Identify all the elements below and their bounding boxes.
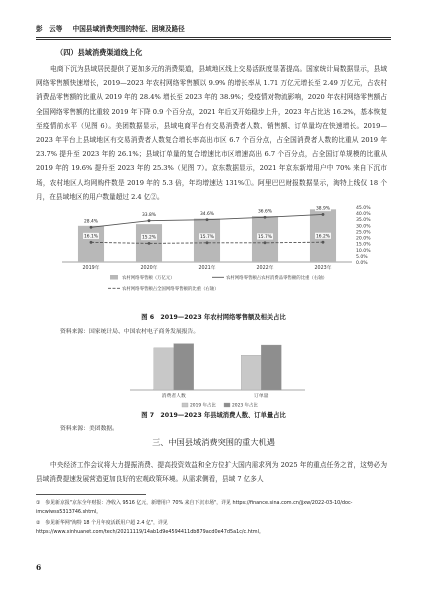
right-axis-tick-label: 15.0% xyxy=(356,242,371,248)
x-tick-label: 2022年 xyxy=(256,266,274,271)
figure-7-x-tick-label: 消费者人数 xyxy=(161,394,186,399)
figure-7-x-tick-label: 订单量 xyxy=(254,394,269,399)
retail-sales-bar xyxy=(78,226,104,262)
national-share-point xyxy=(206,241,209,244)
right-axis-tick-label: 20.0% xyxy=(356,236,371,242)
figure-7-caption: 图 7 2019—2023 年县域消费人数、订单量占比 xyxy=(141,412,286,419)
legend-2023-swatch xyxy=(224,403,230,407)
legend-2019-label: 2019 年占比 xyxy=(190,403,216,409)
legend-bar-swatch xyxy=(110,275,118,280)
rural-share-data-label: 28.4% xyxy=(84,219,98,225)
figure-7-source: 资料来源：美团数据。 xyxy=(60,426,118,432)
right-axis-tick-label: 0.0% xyxy=(356,261,368,266)
footnote-2: ② 参见新华网"淘特 18 个月年度活跃用户超 2.4 亿"，详见 https://www.xinhuanet.com/tech/20211119/14ab1d9e4594411db879acd0e47d5a1c/c.html。 xyxy=(36,520,264,535)
bar-2023 xyxy=(174,344,194,390)
right-axis-tick-label: 5.0% xyxy=(356,254,368,260)
national-share-point xyxy=(322,241,325,244)
rural-share-data-label: 36.6% xyxy=(258,209,272,215)
x-tick-label: 2019年 xyxy=(82,266,100,271)
retail-sales-bar xyxy=(194,219,220,262)
right-axis-tick-label: 30.0% xyxy=(356,224,371,230)
header-rule-thin xyxy=(36,39,391,40)
national-share-point xyxy=(90,241,93,244)
right-axis-tick-label: 45.0% xyxy=(356,206,371,211)
legend-2019-swatch xyxy=(182,403,188,407)
figure-7-content xyxy=(130,344,305,409)
national-share-point xyxy=(264,241,267,244)
bar-2019 xyxy=(154,348,174,390)
rural-share-data-label: 33.8% xyxy=(142,212,156,218)
rural-share-point xyxy=(90,226,93,229)
rural-share-point xyxy=(264,216,267,219)
section-title: （四）县域消费渠道线上化 xyxy=(56,48,143,57)
rural-share-point xyxy=(148,219,151,222)
rural-share-data-label: 38.9% xyxy=(316,206,330,212)
x-tick-label: 2021年 xyxy=(198,266,216,271)
bar-2023 xyxy=(261,345,281,390)
section-heading: 三、中国县域消费突围的重大机遇 xyxy=(152,437,275,447)
national-share-point xyxy=(148,242,151,245)
national-share-data-label: 16.1% xyxy=(84,234,98,240)
right-axis-tick-label: 40.0% xyxy=(356,212,371,218)
national-share-data-label: 15.2% xyxy=(142,235,156,241)
header-author: 彭 云等 xyxy=(36,25,63,33)
rural-share-data-label: 34.6% xyxy=(200,211,214,217)
rural-share-point xyxy=(206,218,209,221)
figure-7-chart xyxy=(120,340,315,413)
legend-label: 农村网络零售额（万亿元） xyxy=(122,276,175,281)
national-share-data-label: 16.2% xyxy=(316,234,330,240)
footnote-1: ① 参见新京报"京东全年财报：净收入 9516 亿元，新增用户 70% 来自下沉市场"，详见 https://finance.sina.com.cn/jjxw/2022-03-10/doc-imcwiwss5313746.shtml。 xyxy=(36,500,353,515)
legend-label: 农村网络零售额占农村消费品零售额的比重（右轴） xyxy=(226,276,327,281)
x-tick-label: 2023年 xyxy=(314,266,332,271)
right-axis-tick-label: 35.0% xyxy=(356,218,371,224)
page-number: 6 xyxy=(36,563,42,572)
right-axis-tick-label: 25.0% xyxy=(356,230,371,236)
national-share-data-label: 15.7% xyxy=(200,235,214,241)
national-share-data-label: 15.7% xyxy=(258,235,272,241)
figure-6-chart xyxy=(52,204,392,309)
figure-6-caption: 图 6 2019—2023 年农村网络零售额及相关占比 xyxy=(141,314,286,321)
legend-2023-label: 2023 年占比 xyxy=(232,403,258,409)
body-paragraph-2: 中央经济工作会议将大力提振消费、提高投资效益和全方位扩大国内需求列为 2025 年的重点任务之首，这势必为县域消费提速发展营造更加良好的宏观政策环境。从需求侧看，县域 7 亿多人 xyxy=(36,461,387,484)
right-axis-tick-label: 10.0% xyxy=(356,248,371,254)
header-title: 中国县域消费突围的特征、困境及路径 xyxy=(72,25,185,33)
rural-share-point xyxy=(322,213,325,216)
figure-6-legend xyxy=(108,274,327,292)
footnote-rule xyxy=(36,494,146,495)
legend-label: 农村网络零售额占全国网络零售额的比重（右轴） xyxy=(122,287,219,292)
bar-2019 xyxy=(241,355,261,390)
running-header xyxy=(36,23,391,33)
figure-6-source: 资料来源：国家统计局、中国农村电子商务发展报告。 xyxy=(60,329,200,335)
body-paragraph-1: 电商下沉为县域居民提供了更加多元的消费渠道，县域地区线上交易活跃度显著提高。国家统计局数据显示，县域网络零售额快速增长，2019—2023 年农村网络零售额以 9.9% 的增长率从 1.71 万亿元增长至 2.49 万亿元，占农村消费品零售额的比重从 2019 年的 28.4% 增长至 2023 年的 38.9%；受疫情对物流影响，2020 年农村网络零售额占全国网络零售额的比重较 2019 年下降 0.9 个百分点，2021 年后又开始稳步上升，2023 年占比达 16.2%，基本恢复至疫情前水平（见图 6）。美团数据显示，县域电商平台有交易消费者人数、销售额、订单量均在快速增长。2019—2023 年平台上县域地区有交易消费者人数复合增长率高出市区 6.7 个百分点，占全国消费者人数的比重从 2019 年 23.7% 提升至 2023 年的 26.1%；县域订单量的复合增速比市区增速高出 6.7 个百分点，占全国订单规模的比重从 2019 年的 19.6% 提升至 2023 年的 25.3%（见图 7）。京东数据显示，2021 年京东新增用户中 70% 来自下沉市场，农村地区人均网购件数是 2019 年的 5.3 倍，年均增速达 131%①。阿里巴巴财报数据显示，淘特上线仅 18 个月，在县域地区的用户数量超过 2.4 亿②。 xyxy=(36,65,387,201)
header-rule xyxy=(36,37,391,38)
x-tick-label: 2020年 xyxy=(140,266,158,271)
